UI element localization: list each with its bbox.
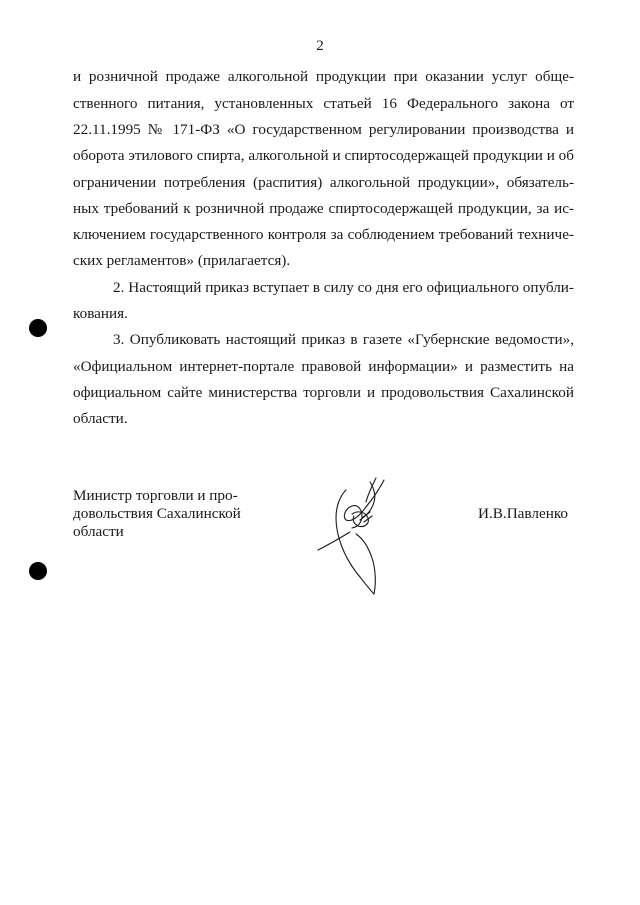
body-line: области. [73,410,128,427]
page-number: 2 [316,38,324,54]
body-line: оборота этилового спирта, алкогольной и спиртосодержащей продукции и об [73,147,574,164]
body-line: ограничении потребления (распития) алкогольной продукции», обязатель- [73,174,574,191]
signatory-name: И.В.Павленко [478,505,569,522]
body-line: 22.11.1995 № 171-ФЗ «О государственном регулировании производства и [73,121,574,138]
body-line: ных требований к розничной продаже спиртосодержащей продукции, за ис- [73,200,574,217]
binder-hole [29,562,47,580]
body-line: официальном сайте министерства торговли и продовольствия Сахалинской [73,384,574,401]
position-title-line: довольствия Сахалинской [73,505,241,522]
body-line: 2. Настоящий приказ вступает в силу со дня его официального опубли- [113,279,574,296]
body-line: ских регламентов» (прилагается). [73,252,291,269]
body-line: ственного питания, установленных статьей 16 Федерального закона от [73,95,574,112]
body-line: и розничной продаже алкогольной продукции при оказании услуг обще- [73,68,574,85]
body-line: 3. Опубликовать настоящий приказ в газете «Губернские ведомости», [113,331,574,348]
body-line: «Официальном интернет-портале правовой информации» и разместить на [73,358,574,375]
binder-hole [29,319,47,337]
position-title-line: Министр торговли и про- [73,487,238,504]
body-line: ключением государственного контроля за соблюдением требований техниче- [73,226,574,243]
position-title-line: области [73,523,124,540]
body-line: кования. [73,305,128,322]
handwritten-signature [312,472,412,597]
